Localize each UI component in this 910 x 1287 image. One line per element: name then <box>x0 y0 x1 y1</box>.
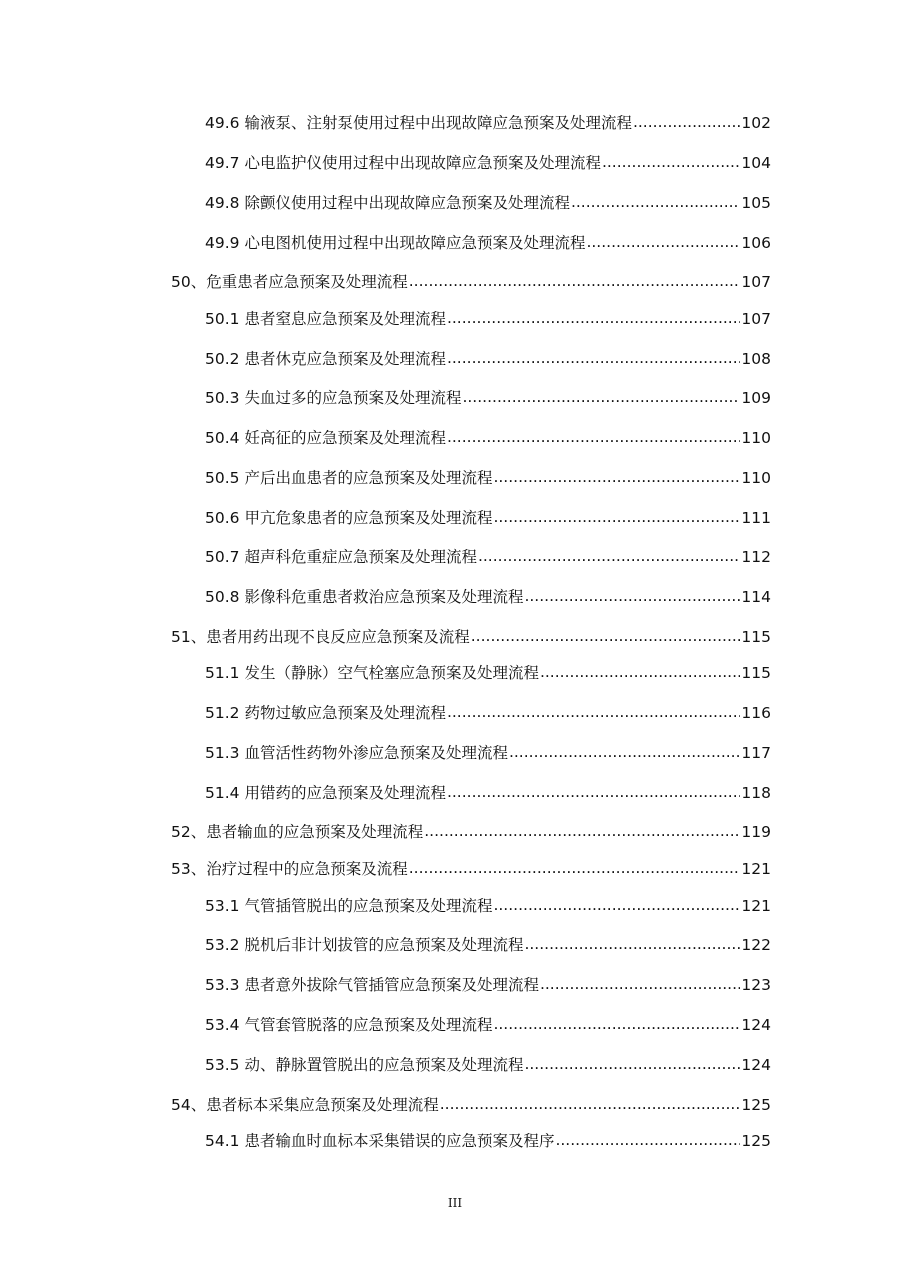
toc-entry[interactable] <box>205 387 771 409</box>
toc-entry-title: 53.5 动、静脉置管脱出的应急预案及处理流程 <box>205 1056 524 1074</box>
page-number: III <box>447 1196 463 1210</box>
toc-dot-leader <box>462 386 740 408</box>
toc-dot-leader <box>478 545 740 567</box>
toc-entry[interactable] <box>205 427 771 449</box>
toc-entry[interactable] <box>171 1094 771 1116</box>
toc-dot-leader <box>447 701 740 723</box>
toc-entry-title: 52、患者输血的应急预案及处理流程 <box>171 823 424 841</box>
toc-entry-title: 53、治疗过程中的应急预案及流程 <box>171 860 408 878</box>
toc-entry-page: 122 <box>741 936 771 954</box>
toc-entry-page: 110 <box>741 469 771 487</box>
toc-dot-leader <box>524 1053 740 1075</box>
toc-entry-page: 115 <box>741 628 771 646</box>
toc-entry-title: 50.3 失血过多的应急预案及处理流程 <box>205 389 462 407</box>
toc-entry-title: 50、危重患者应急预案及处理流程 <box>171 273 408 291</box>
toc-dot-leader <box>555 1129 740 1151</box>
toc-entry-title: 49.8 除颤仪使用过程中出现故障应急预案及处理流程 <box>205 194 570 212</box>
toc-entry-title: 50.6 甲亢危象患者的应急预案及处理流程 <box>205 509 493 527</box>
toc-entry-page: 104 <box>741 154 771 172</box>
toc-entry[interactable] <box>205 308 771 330</box>
toc-entry-title: 50.7 超声科危重症应急预案及处理流程 <box>205 548 477 566</box>
toc-entry[interactable] <box>205 152 771 174</box>
toc-entry-title: 49.7 心电监护仪使用过程中出现故障应急预案及处理流程 <box>205 154 601 172</box>
toc-entry-page: 112 <box>741 548 771 566</box>
toc-entry[interactable] <box>205 546 771 568</box>
toc-dot-leader <box>409 857 741 879</box>
toc-dot-leader <box>471 625 741 647</box>
toc-entry-title: 50.1 患者窒息应急预案及处理流程 <box>205 310 446 328</box>
toc-entry[interactable] <box>205 112 771 134</box>
toc-entry-page: 117 <box>741 744 771 762</box>
toc-dot-leader <box>633 111 740 133</box>
toc-dot-leader <box>509 741 740 763</box>
toc-dot-leader <box>602 151 740 173</box>
toc-dot-leader <box>540 973 740 995</box>
toc-entry[interactable] <box>205 742 771 764</box>
toc-entry-title: 54、患者标本采集应急预案及处理流程 <box>171 1096 439 1114</box>
toc-entry[interactable] <box>171 626 771 648</box>
toc-dot-leader <box>493 506 740 528</box>
toc-entry-page: 119 <box>741 823 771 841</box>
toc-dot-leader <box>409 270 741 292</box>
toc-entry[interactable] <box>205 1054 771 1076</box>
toc-entry[interactable] <box>171 821 771 843</box>
toc-entry[interactable] <box>171 858 771 880</box>
toc-entry[interactable] <box>205 348 771 370</box>
toc-entry-page: 121 <box>741 897 771 915</box>
toc-entry-page: 124 <box>741 1016 771 1034</box>
toc-dot-leader <box>447 347 740 369</box>
toc-dot-leader <box>524 933 740 955</box>
toc-entry[interactable] <box>205 895 771 917</box>
toc-entry-page: 105 <box>741 194 771 212</box>
toc-entry-page: 110 <box>741 429 771 447</box>
toc-entry-title: 53.4 气管套管脱落的应急预案及处理流程 <box>205 1016 493 1034</box>
toc-entry-page: 107 <box>741 273 771 291</box>
toc-entry-page: 102 <box>741 114 771 132</box>
toc-entry[interactable] <box>205 662 771 684</box>
toc-dot-leader <box>586 231 740 253</box>
toc-entry[interactable] <box>205 782 771 804</box>
toc-entry-title: 51.1 发生（静脉）空气栓塞应急预案及处理流程 <box>205 664 539 682</box>
toc-entry[interactable] <box>171 271 771 293</box>
toc-entry[interactable] <box>205 934 771 956</box>
toc-entry-title: 50.5 产后出血患者的应急预案及处理流程 <box>205 469 493 487</box>
toc-entry-page: 121 <box>741 860 771 878</box>
toc-dot-leader <box>447 426 740 448</box>
toc-entry-page: 125 <box>741 1132 771 1150</box>
toc-entry-page: 125 <box>741 1096 771 1114</box>
toc-entry-title: 53.1 气管插管脱出的应急预案及处理流程 <box>205 897 493 915</box>
toc-entry-page: 124 <box>741 1056 771 1074</box>
toc-entry-title: 53.3 患者意外拔除气管插管应急预案及处理流程 <box>205 976 539 994</box>
toc-entry-page: 106 <box>741 234 771 252</box>
toc-entry-title: 49.9 心电图机使用过程中出现故障应急预案及处理流程 <box>205 234 586 252</box>
toc-entry-title: 53.2 脱机后非计划拔管的应急预案及处理流程 <box>205 936 524 954</box>
toc-entry-title: 50.8 影像科危重患者救治应急预案及处理流程 <box>205 588 524 606</box>
toc-dot-leader <box>424 820 740 842</box>
toc-entry[interactable] <box>205 507 771 529</box>
toc-entry-page: 123 <box>741 976 771 994</box>
toc-entry-title: 51.2 药物过敏应急预案及处理流程 <box>205 704 446 722</box>
toc-dot-leader <box>493 466 740 488</box>
toc-entry[interactable] <box>205 467 771 489</box>
toc-entry[interactable] <box>205 586 771 608</box>
toc-entry-page: 114 <box>741 588 771 606</box>
toc-entry-title: 50.4 妊高征的应急预案及处理流程 <box>205 429 446 447</box>
toc-dot-leader <box>447 781 740 803</box>
toc-entry[interactable] <box>205 1130 771 1152</box>
toc-entry[interactable] <box>205 1014 771 1036</box>
toc-dot-leader <box>493 894 740 916</box>
toc-entry[interactable] <box>205 974 771 996</box>
toc-entry-page: 108 <box>741 350 771 368</box>
toc-entry-page: 118 <box>741 784 771 802</box>
toc-entry-title: 51.4 用错药的应急预案及处理流程 <box>205 784 446 802</box>
toc-entry-title: 51.3 血管活性药物外渗应急预案及处理流程 <box>205 744 508 762</box>
toc-entry[interactable] <box>205 192 771 214</box>
toc-entry-page: 111 <box>741 509 771 527</box>
toc-entry[interactable] <box>205 702 771 724</box>
toc-dot-leader <box>571 191 740 213</box>
toc-entry-page: 116 <box>741 704 771 722</box>
toc-entry-page: 107 <box>741 310 771 328</box>
toc-entry-title: 54.1 患者输血时血标本采集错误的应急预案及程序 <box>205 1132 555 1150</box>
toc-dot-leader <box>493 1013 740 1035</box>
toc-dot-leader <box>524 585 740 607</box>
toc-dot-leader <box>447 307 740 329</box>
toc-dot-leader <box>540 661 740 683</box>
toc-entry-page: 115 <box>741 664 771 682</box>
toc-entry-title: 50.2 患者休克应急预案及处理流程 <box>205 350 446 368</box>
toc-entry-title: 51、患者用药出现不良反应应急预案及流程 <box>171 628 470 646</box>
toc-dot-leader <box>440 1093 741 1115</box>
toc-entry[interactable] <box>205 232 771 254</box>
toc-entry-title: 49.6 输液泵、注射泵使用过程中出现故障应急预案及处理流程 <box>205 114 632 132</box>
toc-entry-page: 109 <box>741 389 771 407</box>
